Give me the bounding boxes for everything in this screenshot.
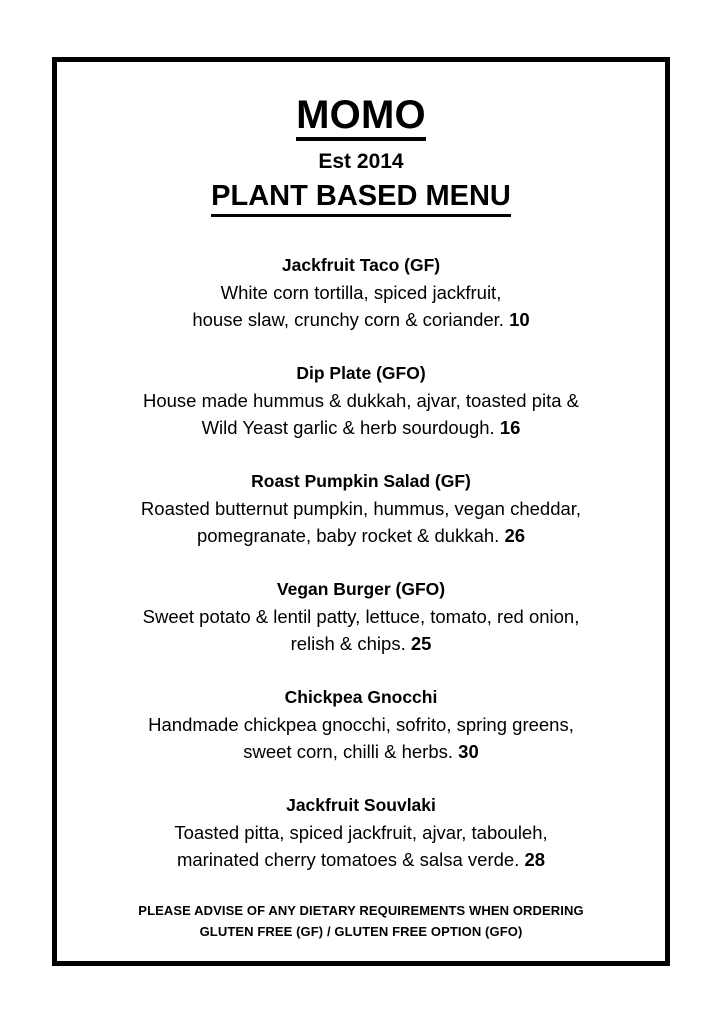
menu-border-frame (52, 57, 670, 966)
menu-item-description-line (75, 387, 647, 414)
menu-item-list (75, 252, 647, 873)
menu-item (75, 360, 647, 441)
menu-item-description-line (75, 738, 647, 765)
menu-item-name: Jackfruit Taco (GF) (281, 255, 441, 276)
menu-item-description-line (75, 603, 647, 630)
menu-item (75, 576, 647, 657)
menu-item-description-line (75, 414, 647, 441)
menu-item-description-text: White corn tortilla, spiced jackfruit, (220, 282, 502, 304)
menu-title-row (75, 173, 647, 217)
menu-item-price: 25 (410, 633, 432, 655)
menu-item-description-line (75, 306, 647, 333)
menu-item-description-text: Handmade chickpea gnocchi, sofrito, spring greens, (148, 714, 574, 736)
page-title: PLANT BASED MENU (211, 181, 511, 217)
menu-masthead (75, 62, 647, 217)
menu-item-name: Chickpea Gnocchi (284, 687, 438, 708)
menu-item-description-text: Roasted butternut pumpkin, hummus, vegan cheddar, (140, 498, 582, 520)
brand-name-row (75, 94, 647, 141)
menu-item-description-line (75, 495, 647, 522)
menu-item-price: 10 (509, 309, 530, 331)
menu-item (75, 792, 647, 873)
menu-item (75, 684, 647, 765)
menu-item (75, 252, 647, 333)
menu-item-description-text: relish & chips. (290, 633, 411, 655)
menu-item-description-text: sweet corn, chilli & herbs. (243, 741, 459, 763)
established-year: Est 2014 (318, 150, 404, 174)
menu-item-name: Vegan Burger (GFO) (276, 579, 446, 600)
menu-item-description-line (75, 522, 647, 549)
menu-item-price: 30 (458, 741, 479, 763)
dietary-notice (75, 900, 647, 942)
menu-item-description-text: Sweet potato & lentil patty, lettuce, tomato, red onion, (142, 606, 580, 628)
menu-item-name: Roast Pumpkin Salad (GF) (251, 471, 471, 492)
menu-item-name: Dip Plate (GFO) (296, 363, 426, 384)
dietary-notice-line-2: GLUTEN FREE (GF) / GLUTEN FREE OPTION (GFO) (199, 924, 523, 940)
menu-item-description-text: House made hummus & dukkah, ajvar, toasted pita & (142, 390, 579, 412)
menu-item-description-line (75, 819, 647, 846)
menu-item (75, 468, 647, 549)
menu-item-description-line (75, 711, 647, 738)
menu-item-description-text: marinated cherry tomatoes & salsa verde. (176, 849, 525, 871)
menu-item-description-line (75, 630, 647, 657)
brand-name: MOMO (296, 94, 426, 141)
menu-item-description-text: Wild Yeast garlic & herb sourdough. (201, 417, 500, 439)
menu-item-description-line (75, 846, 647, 873)
menu-item-price: 26 (504, 525, 526, 547)
menu-item-name: Jackfruit Souvlaki (286, 795, 436, 816)
menu-item-description-line (75, 279, 647, 306)
menu-content (57, 62, 665, 961)
menu-item-price: 16 (499, 417, 521, 439)
menu-item-description-text: house slaw, crunchy corn & coriander. (192, 309, 510, 331)
menu-item-description-text: Toasted pitta, spiced jackfruit, ajvar, tabouleh, (174, 822, 548, 844)
menu-item-description-text: pomegranate, baby rocket & dukkah. (196, 525, 505, 547)
dietary-notice-line-1: PLEASE ADVISE OF ANY DIETARY REQUIREMENTS WHEN ORDERING (138, 903, 584, 919)
menu-item-price: 28 (524, 849, 546, 871)
